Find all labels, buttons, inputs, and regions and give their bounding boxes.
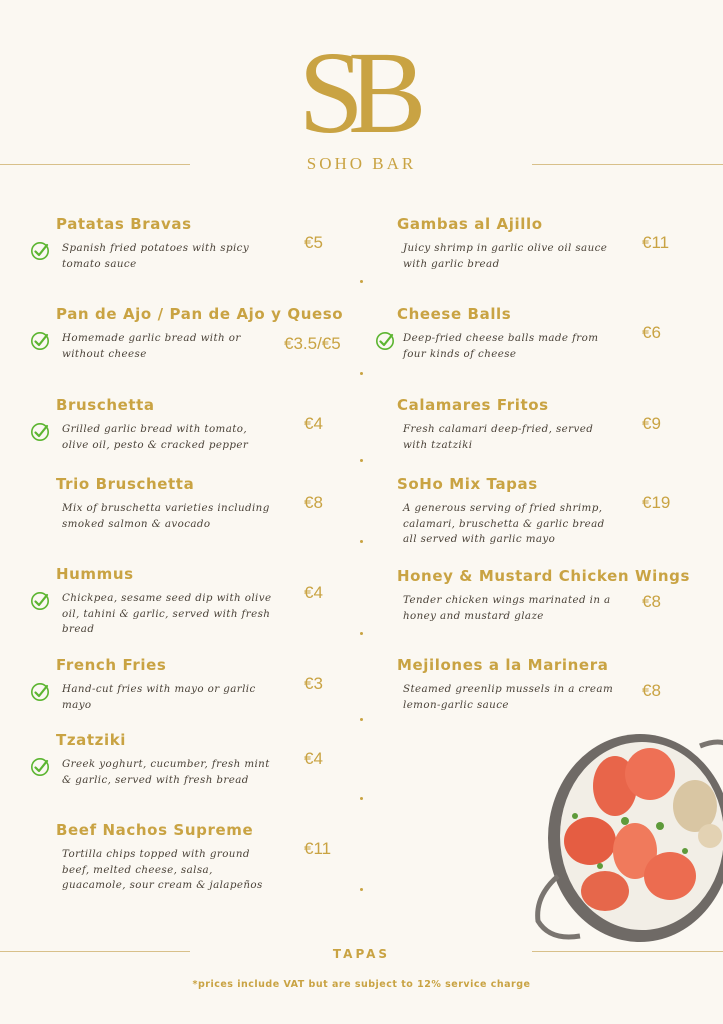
description-line: Greek yoghurt, cucumber, fresh mint <box>62 758 270 770</box>
menu-item <box>397 396 593 453</box>
description-line: Fresh calamari deep-fried, served <box>403 423 594 435</box>
description-line: mayo <box>62 698 92 711</box>
menu-item <box>56 565 271 638</box>
description-line: Tender chicken wings marinated in a <box>403 594 611 606</box>
vegetarian-check-icon <box>30 757 50 777</box>
description-line: smoked salmon & avocado <box>62 517 211 530</box>
item-price: €8 <box>642 592 661 611</box>
separator-dot <box>360 540 363 543</box>
description-line: Grilled garlic bread with tomato, <box>62 423 248 435</box>
menu-item <box>56 475 270 532</box>
menu-item <box>56 731 270 788</box>
description-line: Hand-cut fries with mayo or garlic <box>62 683 256 695</box>
item-name: Gambas al Ajillo <box>397 215 543 233</box>
item-description <box>62 847 263 894</box>
description-line: with tzatziki <box>403 438 473 451</box>
description-line: Mix of bruschetta varieties including <box>62 502 270 514</box>
item-name: Honey & Mustard Chicken Wings <box>397 567 690 585</box>
description-line: Steamed greenlip mussels in a cream <box>403 683 614 695</box>
description-line: without cheese <box>62 347 147 360</box>
item-description <box>403 501 605 548</box>
item-name: Hummus <box>56 565 134 583</box>
item-description <box>62 241 249 272</box>
item-description <box>403 422 593 453</box>
description-line: with garlic bread <box>403 257 500 270</box>
description-line: bread <box>62 623 95 635</box>
item-name: Pan de Ajo / Pan de Ajo y Queso <box>56 305 344 323</box>
vegetarian-check-icon <box>30 591 50 611</box>
logo-mark: SB <box>298 27 411 158</box>
item-price: €11 <box>304 839 332 858</box>
item-price: €4 <box>304 749 323 768</box>
description-line: Juicy shrimp in garlic olive oil sauce <box>403 242 608 254</box>
item-description <box>62 757 270 788</box>
description-line: A generous serving of fried shrimp, <box>403 502 603 514</box>
description-line: Homemade garlic bread with or <box>62 332 241 344</box>
item-price: €3.5/€5 <box>284 334 341 353</box>
description-line: Deep-fried cheese balls made from <box>403 332 599 344</box>
menu-item <box>56 821 263 894</box>
brand-name: SOHO BAR <box>306 154 417 173</box>
item-description <box>62 422 248 453</box>
item-name: French Fries <box>56 656 167 674</box>
item-price: €11 <box>642 233 670 252</box>
separator-dot <box>360 459 363 462</box>
item-name: Trio Bruschetta <box>56 475 195 493</box>
vegetarian-check-icon <box>30 331 50 351</box>
item-description <box>403 241 607 272</box>
item-description <box>62 501 270 532</box>
description-line: olive oil, pesto & cracked pepper <box>62 438 249 451</box>
item-description <box>62 682 256 713</box>
menu-item <box>397 305 598 362</box>
description-line: beef, melted cheese, salsa, <box>62 863 213 876</box>
description-line: & garlic, served with fresh bread <box>62 773 249 786</box>
item-price: €9 <box>642 414 661 433</box>
separator-dot <box>360 372 363 375</box>
menu-item <box>397 475 605 548</box>
item-price: €8 <box>304 493 323 512</box>
separator-dot <box>360 797 363 800</box>
description-line: all served with garlic mayo <box>403 533 556 545</box>
description-line: Chickpea, sesame seed dip with olive <box>62 592 272 604</box>
menu-item <box>397 215 607 272</box>
description-line: tomato sauce <box>62 257 137 270</box>
separator-dot <box>360 280 363 283</box>
vegetarian-check-icon <box>30 422 50 442</box>
item-description <box>62 591 271 638</box>
item-price: €5 <box>304 233 323 252</box>
item-description <box>403 682 613 713</box>
item-name: Calamares Fritos <box>397 396 549 414</box>
item-price: €19 <box>642 493 671 512</box>
item-price: €8 <box>642 681 661 700</box>
header-rule-right <box>532 164 723 165</box>
description-line: guacamole, sour cream & jalapeños <box>62 879 263 891</box>
menu-item <box>397 656 613 713</box>
description-line: honey and mustard glaze <box>403 609 544 622</box>
item-name: Beef Nachos Supreme <box>56 821 254 839</box>
description-line: lemon-garlic sauce <box>403 698 509 711</box>
item-name: Mejilones a la Marinera <box>397 656 609 674</box>
vegetarian-check-icon <box>30 682 50 702</box>
vegetarian-check-icon <box>30 241 50 261</box>
item-price: €3 <box>304 674 323 693</box>
separator-dot <box>360 888 363 891</box>
item-name: Patatas Bravas <box>56 215 192 233</box>
separator-dot <box>360 718 363 721</box>
item-description <box>403 331 598 362</box>
item-name: Tzatziki <box>56 731 127 749</box>
description-line: oil, tahini & garlic, served with fresh <box>62 607 271 620</box>
description-line: four kinds of cheese <box>403 347 517 360</box>
shrimp-pan-illustration <box>530 726 723 950</box>
item-price: €6 <box>642 323 661 342</box>
item-price: €4 <box>304 414 323 433</box>
description-line: Tortilla chips topped with ground <box>62 848 250 860</box>
separator-dot <box>360 632 363 635</box>
description-line: Spanish fried potatoes with spicy <box>62 242 250 254</box>
menu-item <box>56 656 256 713</box>
menu-item <box>56 215 249 272</box>
header-rule-left <box>0 164 190 165</box>
vegetarian-check-icon <box>375 331 395 351</box>
item-name: Bruschetta <box>56 396 155 414</box>
item-name: Cheese Balls <box>397 305 512 323</box>
item-price: €4 <box>304 583 323 602</box>
item-name: SoHo Mix Tapas <box>397 475 538 493</box>
logo <box>0 27 723 174</box>
description-line: calamari, bruschetta & garlic bread <box>403 517 605 530</box>
service-charge-note: *prices include VAT but are subject to 12% service charge <box>192 979 531 990</box>
section-title: TAPAS <box>332 947 391 961</box>
menu-item <box>56 396 248 453</box>
